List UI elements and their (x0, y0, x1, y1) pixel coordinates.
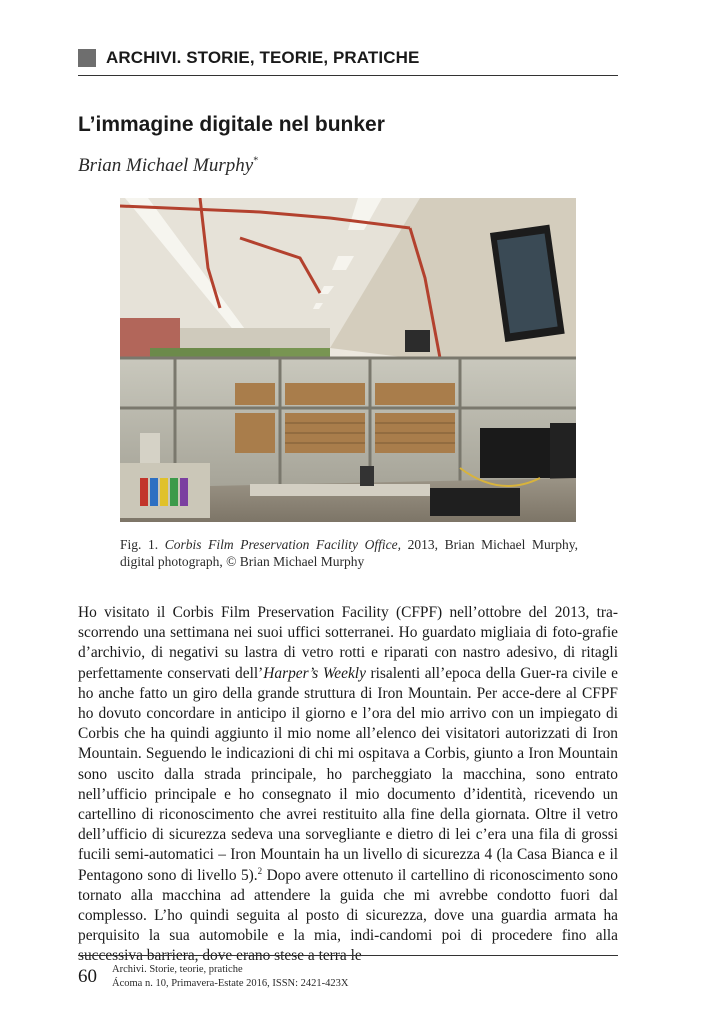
body-text-part-1: Ho visitato il Corbis Film Preservation Facility (CFPF) nell’ottobre del 2013, tra-scorrendo una settimana nei suoi uffici sotterranei. Ho guardato migliaia di foto-grafie d’archivio, di negativi su lastra di vetro rotti e riparati con nastro adesivo, di ritagli perfettamente conservati dell’ (78, 604, 618, 682)
footnote-marker: 2 (257, 865, 263, 876)
author-footnote-marker: * (253, 155, 259, 167)
page-number: 60 (78, 966, 97, 987)
author-name: Brian Michael Murphy (78, 155, 254, 176)
caption-label: Fig. 1. (120, 537, 159, 552)
article-author (78, 155, 258, 177)
figure-caption (120, 537, 578, 570)
caption-credit: 2013, Brian Michael Murphy, digital photograph, © Brian Michael Murphy (120, 537, 578, 569)
footer-issue-info: Ácoma n. 10, Primavera-Estate 2016, ISSN: 2421-423X (112, 978, 349, 989)
section-title: ARCHIVI. STORIE, TEORIE, PRATICHE (106, 48, 420, 67)
bunker-office-photo (120, 198, 576, 522)
caption-title: Corbis Film Preservation Facility Office, (164, 537, 401, 552)
footer-rule (78, 955, 618, 956)
section-header (78, 45, 618, 76)
footer-journal-name: Archivi. Storie, teorie, pratiche (112, 964, 243, 975)
body-text-part-2: risalenti all’epoca della Guer-ra civile e ho anche fatto un giro della grande struttura di Iron Mountain. Per acce-dere al CFPF ho dovuto concordare in anticipo il giorno e l’ora del mio arrivo con un impiegato di Corbis che ha quindi aggiunto il mio nome all’elenco dei visitatori autorizzati di Iron Mountain. Seguendo le indicazioni di chi mi ospitava a Corbis, giunto a Iron Mountain sono uscito dalla strada principale, ho parcheggiato la macchina, sono entrato nell’ufficio principale e ho consegnato il mio documento d’identità, ricevendo un cartellino di riconoscimento che avrei restituito alla fine della giornata. Oltre il vetro dell’ufficio di sicurezza sedeva una sorvegliante e dietro di lei c’era una fila di grossi fucili semi-automatici – Iron Mountain ha un livello di sicurezza 4 (la Casa Bianca e il Pentagono sono di livello 5). (78, 664, 618, 884)
body-text-part-3: Dopo avere ottenuto il cartellino di riconoscimento sono tornato alla macchina ad attendere la guida che mi avrebbe condotto fuori dal complesso. L’ho quindi seguita al posto di sicurezza, dove una guardia armata ha perquisito la sua automobile e la mia, indi-candomi poi di procedere fino alla successiva barriera, dove erano stese a terra le (78, 866, 618, 965)
body-text-italic: Harper’s Weekly (263, 664, 366, 682)
article-title: L’immagine digitale nel bunker (78, 113, 385, 136)
figure-photograph (120, 198, 576, 522)
body-paragraph (78, 603, 618, 967)
section-marker-square (78, 49, 96, 67)
